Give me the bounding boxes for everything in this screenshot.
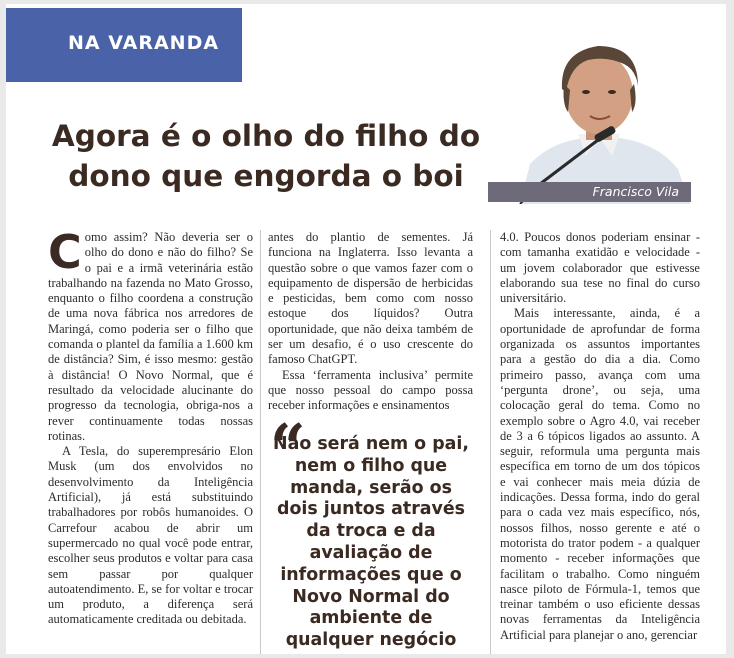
author-photo: [500, 34, 700, 204]
drop-cap: C: [48, 225, 82, 279]
column-2-paragraph-2: Essa ‘ferramenta inclusiva’ permite que nosso pessoal do campo possa receber informações e ensinamentos: [268, 367, 473, 413]
author-byline: [488, 182, 691, 202]
column-divider: [490, 230, 491, 654]
column-2-paragraph-1: antes do plantio de sementes. Já funciona na Inglaterra. Isso levanta a questão sobre o que vamos fazer com o equipamento de dispersão de herbicidas e pesticidas, bem como com nosso estoque dos líquidos? Outra oportunidade, que não deixa também de ser um desafio, é o uso crescente do famoso ChatGPT.: [268, 230, 473, 367]
column-divider: [260, 230, 261, 654]
author-name: Francisco Vila: [592, 184, 679, 199]
article-column-2: [268, 230, 473, 414]
column-1-paragraph-1: Como assim? Não deveria ser o olho do dono e não do filho? Se o pai e a irmã veterinária estão trabalhando na fazenda no Mato Grosso, enquanto o filho coordena a construção de uma nova fábrica nos arredores de Maringá, como poderia ser o filho que comanda o plantel da família a 1.600 km de distância? Sim, é isso mesmo: gestão à distância! O Novo Normal, que é resultado da velocidade alucinante do progresso da tecnologia, obriga-nos a rever continuamente todas nossas rotinas.: [48, 225, 253, 443]
magazine-page: [6, 4, 726, 654]
article-column-1: [48, 225, 253, 628]
pull-quote: [268, 410, 473, 654]
section-tag: [6, 8, 242, 82]
quote-mark-icon: “: [270, 410, 306, 483]
column-1-paragraph-2: A Tesla, do superempresário Elon Musk (um dos envolvidos no desenvolvimento da Inteligência Artificial), já está substituindo trabalhadores por robôs humanoides. O Carrefour acabou de abrir um supermercado no qual você pode entrar, escolher seus produtos e voltar para casa sem passar por qualquer autoatendimento. E, se for voltar e trocar um produto, a diferença será automaticamente creditada ou debitada.: [48, 444, 253, 627]
section-tag-label: NA VARANDA: [68, 32, 220, 54]
article-column-3: [500, 230, 700, 643]
column-3-paragraph-1: 4.0. Poucos donos poderiam ensinar - com tamanha exatidão e velocidade - um jovem colaborador que estivesse elaborando sua tese no final do curso universitário.: [500, 230, 700, 306]
pull-quote-text: Não será nem o pai, nem o filho que manda, serão os dois juntos através da troca e da avaliação de informações que o Novo Normal do ambiente de qualquer negócio: [273, 434, 469, 651]
column-3-paragraph-2: Mais interessante, ainda, é a oportunidade de aprofundar de forma organizada os assuntos importantes para a gestão do dia a dia. Como primeiro passo, avança com uma ‘pergunta drone’, ou seja, uma colocação geral do tema. Como no exemplo sobre o Agro 4.0, vai receber de 3 a 6 tópicos ligados ao assunto. A seguir, reformula uma pergunta mais específica em torno de um dos tópicos e vai conhecer mais meia dúzia de indicações. Dessa forma, indo do geral para o cada vez mais específico, nós, nossos filhos, nosso gerente e até o motorista do trator podem - a qualquer momento - receber informações que facilitam o trabalho. Como ninguém nasce piloto de Fórmula-1, temos que treinar também o uso eficiente dessas novas ferramentas da Inteligência Artificial para planejar o ano, gerenciar: [500, 306, 700, 642]
article-headline: Agora é o olho do filho do dono que engorda o boi: [51, 119, 481, 193]
